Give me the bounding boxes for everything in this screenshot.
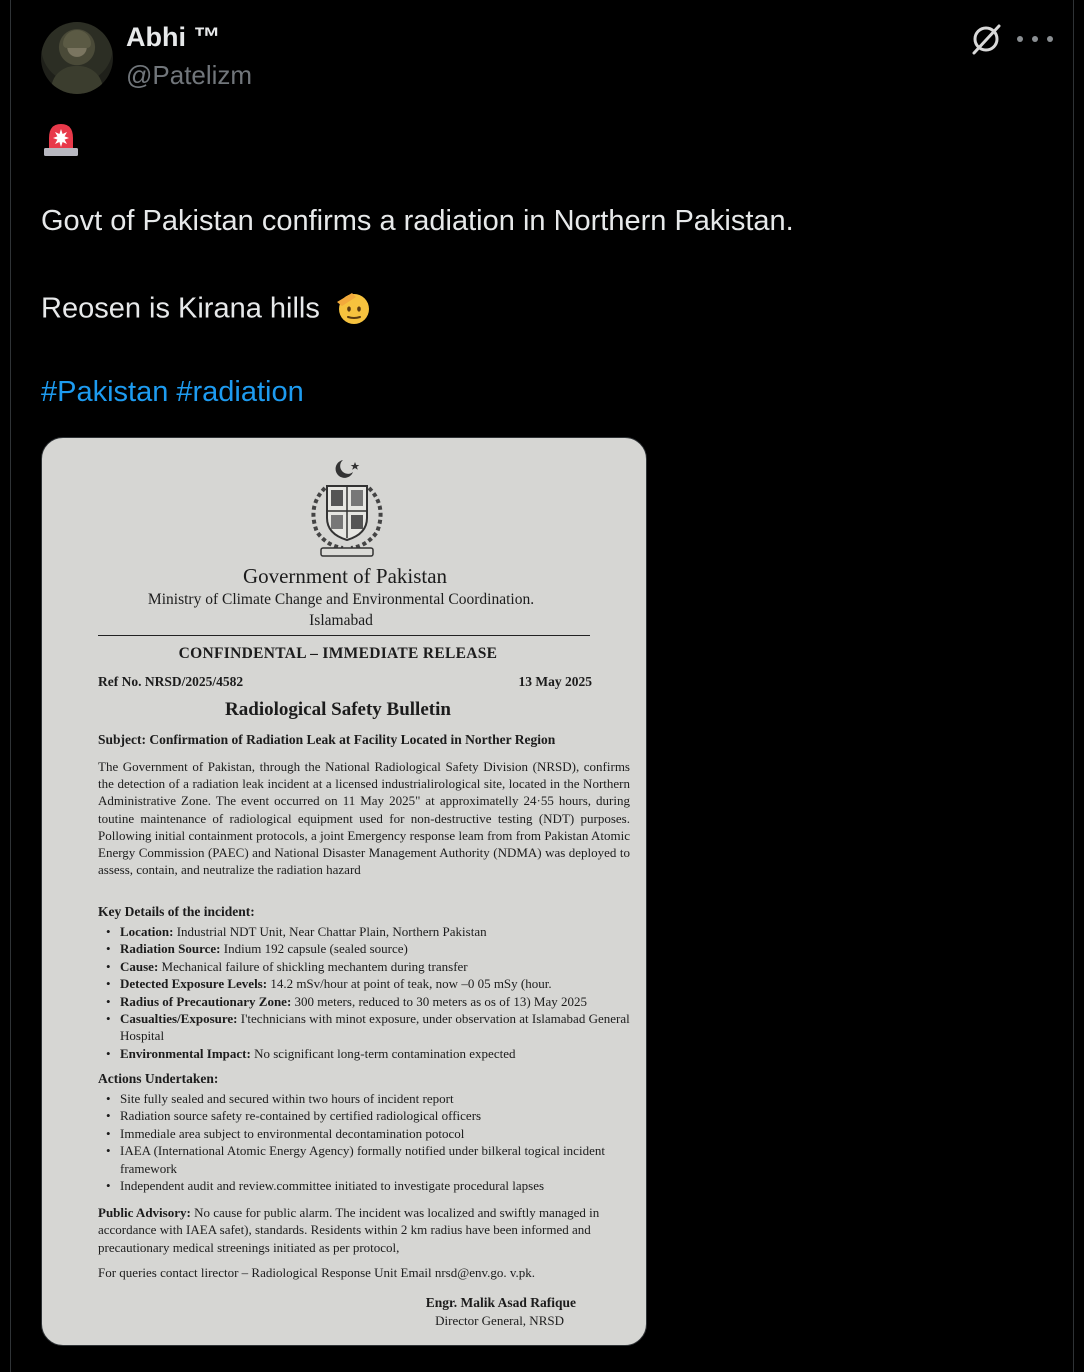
grok-icon[interactable] bbox=[969, 22, 1003, 56]
document-date: 13 May 2025 bbox=[518, 674, 592, 689]
list-item: • Cause: Mechanical failure of shickling mechantem during transfer bbox=[104, 958, 634, 975]
signer-title: Director General, NRSD bbox=[435, 1313, 564, 1328]
list-item: • IAEA (International Atomic Energy Agency) formally notified under bilkeral togical incident framework bbox=[104, 1142, 634, 1177]
document-subject: Subject: Confirmation of Radiation Leak at Facility Located in Norther Region bbox=[98, 732, 556, 747]
tweet-card bbox=[10, 0, 1074, 1372]
list-item: • Immediale area subject to environmental decontamination potocol bbox=[104, 1125, 634, 1142]
list-item: • Location: Industrial NDT Unit, Near Chattar Plain, Northern Pakistan bbox=[104, 923, 634, 940]
document-title: Government of Pakistan bbox=[242, 564, 448, 588]
tweet-text-line1: Govt of Pakistan confirms a radiation in Northern Pakistan. bbox=[41, 205, 794, 237]
list-item: • Radiation source safety re-contained by certified radiological officers bbox=[104, 1107, 634, 1124]
siren-icon bbox=[41, 120, 81, 158]
more-options-icon[interactable] bbox=[1017, 24, 1053, 54]
actions-heading: Actions Undertaken: bbox=[98, 1071, 219, 1086]
hashtag-pakistan[interactable]: #Pakistan bbox=[41, 376, 169, 408]
author-display-name[interactable]: Abhi ™ bbox=[126, 22, 221, 52]
avatar-body bbox=[51, 66, 103, 94]
list-item: • Independent audit and review.committee initiated to investigate procedural lapses bbox=[104, 1177, 634, 1194]
dot-icon bbox=[1017, 36, 1023, 42]
tweet-text-line2 bbox=[41, 291, 372, 329]
author-avatar[interactable] bbox=[41, 22, 113, 94]
key-details-list bbox=[104, 923, 634, 1062]
list-item: • Radius of Precautionary Zone: 300 meters, reduced to 30 meters as os of 13) May 2025 bbox=[104, 993, 634, 1010]
state-emblem-icon bbox=[297, 456, 397, 560]
public-advisory: Public Advisory: No cause for public alarm. The incident was localized and swiftly managed in accordance with IAEA safet), standards. Residents within 2 km radius have been informed and precautionary medical streenings initiated as per protocol, bbox=[98, 1205, 600, 1255]
signer-name: Engr. Malik Asad Rafique bbox=[425, 1295, 576, 1310]
tweet-text-line2-text: Reosen is Kirana hills bbox=[41, 292, 320, 325]
key-details-heading: Key Details of the incident: bbox=[98, 904, 255, 919]
document-ref-number: Ref No. NRSD/2025/4582 bbox=[98, 674, 244, 689]
hashtag-radiation[interactable]: #radiation bbox=[176, 376, 304, 408]
list-item: • Detected Exposure Levels: 14.2 mSv/hour at point of teak, now –0 05 mSy (hour. bbox=[104, 975, 634, 992]
document-city: Islamabad bbox=[309, 612, 373, 629]
header-divider bbox=[98, 635, 590, 636]
author-handle[interactable]: @Patelizm bbox=[126, 60, 253, 90]
document-classification: CONFINDENTAL – IMMEDIATE RELEASE bbox=[178, 645, 498, 662]
list-item: • Site fully sealed and secured within two hours of incident report bbox=[104, 1090, 634, 1107]
hashtag-row bbox=[41, 376, 312, 409]
list-item: • Radiation Source: Indium 192 capsule (sealed source) bbox=[104, 940, 634, 957]
saluting-face-icon bbox=[334, 288, 372, 326]
avatar-helmet bbox=[63, 30, 91, 48]
document-paragraph: The Government of Pakistan, through the National Radiological Safety Division (NRSD), confirms the detection of a radiation leak incident at a licensed industrialirological site, located in the Northern Administrative Zone. The event occurred on 11 May 2025" at approximatelly 24·55 hours, during toutine maintenance of radiological equipment used for non-destructive testing (NDT) purposes. Pollowing initial containment protocols, a joint Emergency response leam from from Pakistan Atomic Energy Commission (PAEC) and National Disaster Management Authority (NDMA) was deployed to assess, contain, and neutralize the radiation hazard bbox=[98, 759, 630, 878]
dot-icon bbox=[1032, 36, 1038, 42]
dot-icon bbox=[1047, 36, 1053, 42]
document-ministry: Ministry of Climate Change and Environmental Coordination. bbox=[147, 591, 535, 608]
bulletin-title: Radiological Safety Bulletin bbox=[225, 699, 451, 720]
list-item: • Casualties/Exposure: I'technicians with minot exposure, under observation at Islamabad General Hospital bbox=[104, 1010, 634, 1045]
actions-list bbox=[104, 1090, 634, 1194]
list-item: • Environmental Impact: No scignificant long-term contamination expected bbox=[104, 1045, 634, 1062]
contact-queries: For queries contact lirector – Radiological Response Unit Email nrsd@env.go. v.pk. bbox=[98, 1265, 536, 1280]
bulletin-document bbox=[42, 438, 647, 1346]
attached-image[interactable] bbox=[41, 437, 647, 1346]
